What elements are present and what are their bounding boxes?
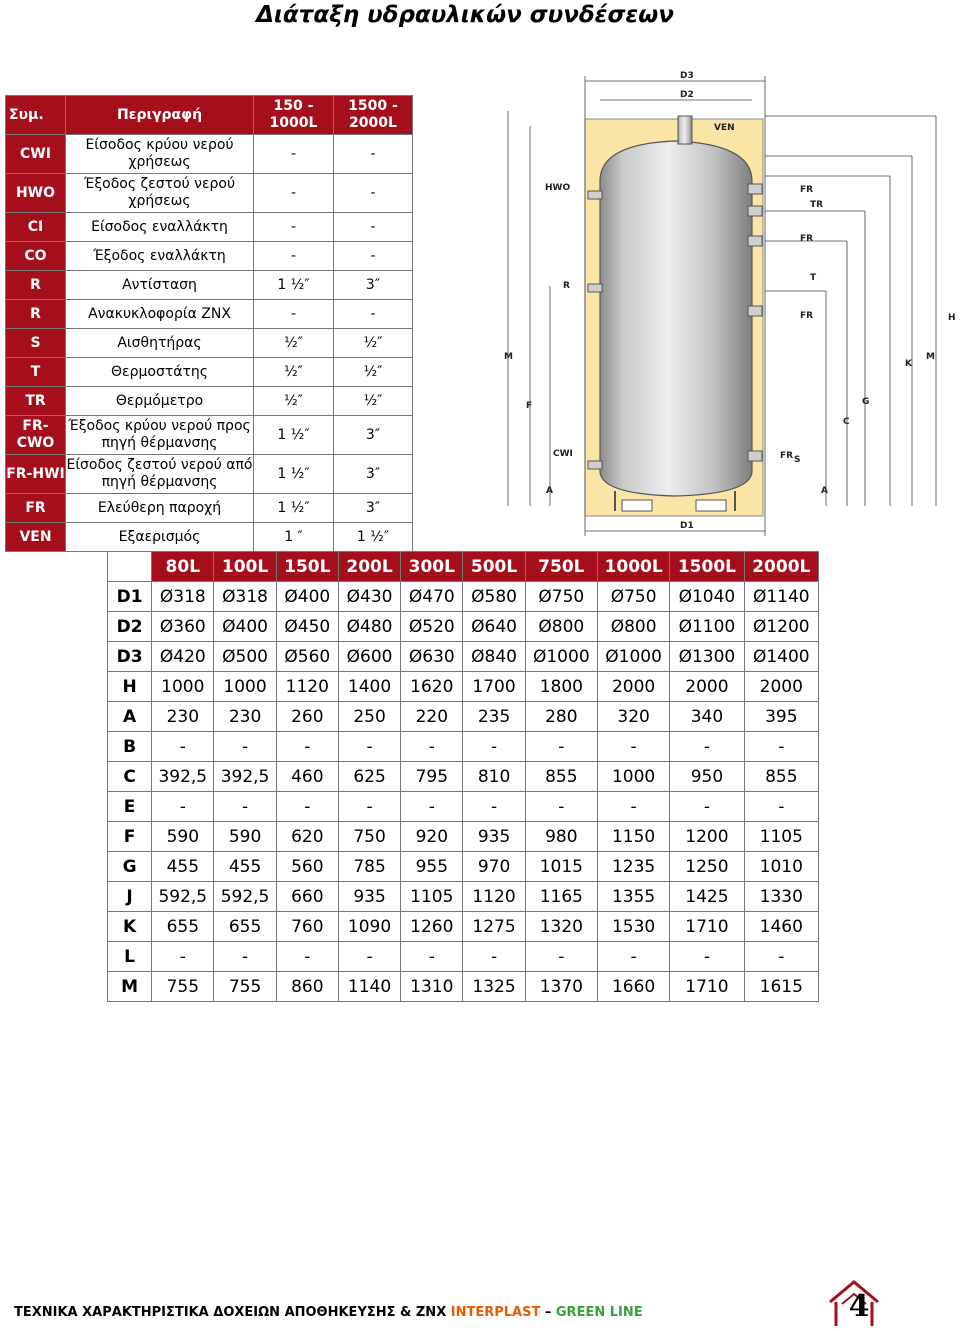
header-description: Περιγραφή — [66, 96, 254, 135]
dimension-value: 1660 — [597, 972, 669, 1002]
label-f: F — [526, 401, 533, 411]
footer-separator: – — [544, 1305, 552, 1320]
connection-size-small: ½″ — [254, 387, 334, 416]
dimension-row — [108, 582, 819, 612]
label-ven: VEN — [714, 123, 735, 133]
dimension-value: 560 — [276, 852, 338, 882]
capacity-column-header: 1000L — [597, 552, 669, 582]
dimension-value: Ø360 — [152, 612, 214, 642]
dimension-value: 280 — [525, 702, 597, 732]
dimension-value: Ø1300 — [670, 642, 744, 672]
dimension-label: D3 — [108, 642, 152, 672]
connection-size-large: - — [334, 213, 413, 242]
dimension-value: 1700 — [463, 672, 525, 702]
dimension-value: Ø640 — [463, 612, 525, 642]
connection-size-large: - — [334, 135, 413, 174]
dimensions-header-row — [108, 552, 819, 582]
dimension-label: M — [108, 972, 152, 1002]
label-fr-s: FR — [780, 451, 794, 461]
dimension-label: L — [108, 942, 152, 972]
connection-size-large: ½″ — [334, 329, 413, 358]
dimension-value: 1235 — [597, 852, 669, 882]
dimension-label: D1 — [108, 582, 152, 612]
dimension-label: F — [108, 822, 152, 852]
label-hwo: HWO — [545, 183, 571, 193]
dimension-value: - — [338, 792, 400, 822]
dimension-value: - — [401, 942, 463, 972]
label-d2: D2 — [680, 90, 694, 100]
dimension-value: 1200 — [670, 822, 744, 852]
dimension-value: 230 — [214, 702, 276, 732]
connection-size-large: - — [334, 242, 413, 271]
dimension-value: 1165 — [525, 882, 597, 912]
label-r: R — [563, 281, 570, 291]
dimension-value: 1530 — [597, 912, 669, 942]
dimension-row — [108, 762, 819, 792]
dimension-value: 230 — [152, 702, 214, 732]
connection-size-large: 1 ½″ — [334, 523, 413, 552]
connection-row — [6, 300, 413, 329]
connection-row — [6, 494, 413, 523]
connection-symbol: FR-CWO — [6, 416, 66, 455]
dimension-value: 2000 — [744, 672, 818, 702]
capacity-column-header: 300L — [401, 552, 463, 582]
dimension-value: Ø1040 — [670, 582, 744, 612]
capacity-column-header: 100L — [214, 552, 276, 582]
label-h: H — [948, 313, 956, 323]
dimension-value: Ø840 — [463, 642, 525, 672]
label-cwi: CWI — [553, 449, 573, 459]
dimension-value: - — [525, 792, 597, 822]
page-title: Διάταξη υδραυλικών συνδέσεων — [256, 2, 674, 28]
label-s: S — [794, 455, 801, 465]
dimension-value: 460 — [276, 762, 338, 792]
dimension-value: 860 — [276, 972, 338, 1002]
dimension-value: 1010 — [744, 852, 818, 882]
dimension-value: 235 — [463, 702, 525, 732]
dimension-value: - — [597, 942, 669, 972]
capacity-column-header: 200L — [338, 552, 400, 582]
dimension-row — [108, 882, 819, 912]
connection-size-small: ½″ — [254, 358, 334, 387]
dimension-value: Ø1000 — [525, 642, 597, 672]
connection-size-small: - — [254, 174, 334, 213]
dimension-value: 1000 — [597, 762, 669, 792]
dimension-value: 1000 — [214, 672, 276, 702]
label-d3: D3 — [680, 71, 694, 81]
footer-brand-interplast: INTERPLAST — [450, 1305, 541, 1320]
dimension-row — [108, 672, 819, 702]
dimension-value: Ø400 — [276, 582, 338, 612]
label-g: G — [862, 397, 870, 407]
dimension-value: - — [744, 732, 818, 762]
dimension-value: 1120 — [276, 672, 338, 702]
connection-symbol: VEN — [6, 523, 66, 552]
connection-row — [6, 213, 413, 242]
connection-size-large: 3″ — [334, 416, 413, 455]
dimension-value: Ø600 — [338, 642, 400, 672]
capacity-column-header: 2000L — [744, 552, 818, 582]
connection-row — [6, 416, 413, 455]
connection-description: Ελεύθερη παροχή — [66, 494, 254, 523]
dimension-value: Ø400 — [214, 612, 276, 642]
connection-size-large: - — [334, 174, 413, 213]
dimension-value: 785 — [338, 852, 400, 882]
dimension-value: 1330 — [744, 882, 818, 912]
dimension-value: Ø420 — [152, 642, 214, 672]
label-k: K — [905, 359, 912, 369]
dimension-value: 935 — [463, 822, 525, 852]
connection-row — [6, 455, 413, 494]
connection-row — [6, 242, 413, 271]
dimension-value: - — [338, 942, 400, 972]
header-col1: 150 - 1000L — [254, 96, 334, 135]
dimensions-body — [108, 582, 819, 1002]
connection-symbol: TR — [6, 387, 66, 416]
dimension-value: 1250 — [670, 852, 744, 882]
header-col2: 1500 - 2000L — [334, 96, 413, 135]
dimension-value: 920 — [401, 822, 463, 852]
dimension-value: 1275 — [463, 912, 525, 942]
dimension-value: 2000 — [670, 672, 744, 702]
dimension-value: - — [401, 792, 463, 822]
dimension-value: 625 — [338, 762, 400, 792]
dimension-value: Ø1140 — [744, 582, 818, 612]
dimension-value: - — [670, 792, 744, 822]
capacity-column-header: 750L — [525, 552, 597, 582]
dimension-value: 620 — [276, 822, 338, 852]
dimension-value: - — [670, 942, 744, 972]
dimensions-corner — [108, 552, 152, 582]
dimension-value: Ø1400 — [744, 642, 818, 672]
dimension-value: 1370 — [525, 972, 597, 1002]
dimension-value: 1320 — [525, 912, 597, 942]
dimension-value: 592,5 — [214, 882, 276, 912]
dimension-value: 750 — [338, 822, 400, 852]
dimension-value: Ø560 — [276, 642, 338, 672]
dimension-value: 795 — [401, 762, 463, 792]
dimension-value: 810 — [463, 762, 525, 792]
dimension-value: 1800 — [525, 672, 597, 702]
label-a-left: A — [546, 486, 553, 496]
connection-symbol: CI — [6, 213, 66, 242]
dimension-value: 950 — [670, 762, 744, 792]
connection-size-small: - — [254, 300, 334, 329]
dimension-value: - — [214, 792, 276, 822]
dimension-value: 1105 — [744, 822, 818, 852]
dimension-value: Ø318 — [214, 582, 276, 612]
capacity-column-header: 80L — [152, 552, 214, 582]
dimension-value: 1310 — [401, 972, 463, 1002]
connection-description: Έξοδος εναλλάκτη — [66, 242, 254, 271]
connections-body — [6, 135, 413, 552]
dimension-value: - — [276, 792, 338, 822]
connection-description: Είσοδος κρύου νερού χρήσεως — [66, 135, 254, 174]
dimension-value: 1620 — [401, 672, 463, 702]
connection-row — [6, 329, 413, 358]
connection-description: Είσοδος εναλλάκτη — [66, 213, 254, 242]
page-number: 4 — [848, 1289, 870, 1324]
dimension-value: - — [525, 732, 597, 762]
dimension-value: - — [463, 792, 525, 822]
label-fr3: FR — [800, 311, 814, 321]
connection-size-small: 1 ½″ — [254, 271, 334, 300]
connection-size-large: 3″ — [334, 271, 413, 300]
dimension-value: - — [152, 942, 214, 972]
capacity-column-header: 1500L — [670, 552, 744, 582]
connection-row — [6, 174, 413, 213]
dimension-value: - — [597, 732, 669, 762]
dimensions-table — [107, 551, 819, 1002]
dimension-value: 455 — [214, 852, 276, 882]
connection-description: Είσοδος ζεστού νερού από πηγή θέρμανσης — [66, 455, 254, 494]
dimension-value: 660 — [276, 882, 338, 912]
dimension-value: 1015 — [525, 852, 597, 882]
dimension-value: 855 — [525, 762, 597, 792]
dimension-value: Ø500 — [214, 642, 276, 672]
dimension-row — [108, 822, 819, 852]
tank-body — [600, 116, 752, 511]
dimension-value: 935 — [338, 882, 400, 912]
dimension-value: 955 — [401, 852, 463, 882]
connection-description: Αντίσταση — [66, 271, 254, 300]
label-t: T — [810, 273, 817, 283]
dimension-value: 1090 — [338, 912, 400, 942]
label-tr: TR — [810, 200, 824, 210]
connection-symbol: CWI — [6, 135, 66, 174]
dimension-value: 1710 — [670, 912, 744, 942]
dimension-value: - — [152, 732, 214, 762]
dimension-value: 590 — [214, 822, 276, 852]
dimension-value: - — [463, 942, 525, 972]
dimension-value: Ø430 — [338, 582, 400, 612]
dimension-value: 970 — [463, 852, 525, 882]
dimension-value: 980 — [525, 822, 597, 852]
dimension-label: A — [108, 702, 152, 732]
dimension-value: Ø750 — [525, 582, 597, 612]
connection-symbol: FR — [6, 494, 66, 523]
connection-size-small: - — [254, 213, 334, 242]
dimension-value: 260 — [276, 702, 338, 732]
dimension-value: 395 — [744, 702, 818, 732]
label-m-right: M — [926, 352, 935, 362]
connection-size-small: 1 ½″ — [254, 455, 334, 494]
connection-row — [6, 358, 413, 387]
connection-size-large: ½″ — [334, 358, 413, 387]
connection-size-small: - — [254, 242, 334, 271]
dimension-value: - — [152, 792, 214, 822]
connection-row — [6, 271, 413, 300]
dimension-value: 1460 — [744, 912, 818, 942]
dimension-value: 250 — [338, 702, 400, 732]
dimension-value: 1400 — [338, 672, 400, 702]
dimension-value: - — [463, 732, 525, 762]
footer — [14, 1305, 643, 1320]
dimension-row — [108, 642, 819, 672]
connection-description: Θερμοστάτης — [66, 358, 254, 387]
connection-description: Έξοδος κρύου νερού προς πηγή θέρμανσης — [66, 416, 254, 455]
dimension-value: 1000 — [152, 672, 214, 702]
dimension-value: - — [525, 942, 597, 972]
capacity-column-header: 150L — [276, 552, 338, 582]
dimension-value: 2000 — [597, 672, 669, 702]
dimension-value: 340 — [670, 702, 744, 732]
connection-size-small: 1 ½″ — [254, 416, 334, 455]
dimension-label: E — [108, 792, 152, 822]
connection-row — [6, 523, 413, 552]
connection-symbol: S — [6, 329, 66, 358]
dimension-value: 1260 — [401, 912, 463, 942]
dimension-value: Ø800 — [597, 612, 669, 642]
label-fr1: FR — [800, 185, 814, 195]
dimension-row — [108, 972, 819, 1002]
connection-size-small: 1 ½″ — [254, 494, 334, 523]
connection-size-small: 1 ″ — [254, 523, 334, 552]
connection-symbol: R — [6, 300, 66, 329]
connection-size-small: ½″ — [254, 329, 334, 358]
dimension-value: 1105 — [401, 882, 463, 912]
connection-row — [6, 387, 413, 416]
label-c: C — [843, 417, 850, 427]
connection-description: Έξοδος ζεστού νερού χρήσεως — [66, 174, 254, 213]
dimension-value: Ø450 — [276, 612, 338, 642]
dimension-row — [108, 612, 819, 642]
dimension-value: 755 — [152, 972, 214, 1002]
dimension-row — [108, 732, 819, 762]
dimension-value: 590 — [152, 822, 214, 852]
connection-size-large: 3″ — [334, 494, 413, 523]
label-m-left: M — [504, 352, 513, 362]
connection-symbol: T — [6, 358, 66, 387]
dimension-value: Ø750 — [597, 582, 669, 612]
dimension-value: 392,5 — [214, 762, 276, 792]
tank-drawing — [490, 66, 960, 546]
dimension-value: 655 — [214, 912, 276, 942]
dimension-value: - — [744, 942, 818, 972]
dimension-label: B — [108, 732, 152, 762]
dimension-value: Ø800 — [525, 612, 597, 642]
dimension-value: Ø318 — [152, 582, 214, 612]
label-a-right: A — [821, 486, 828, 496]
dimension-value: - — [670, 732, 744, 762]
dimension-value: 392,5 — [152, 762, 214, 792]
dimension-value: - — [744, 792, 818, 822]
connection-row — [6, 135, 413, 174]
dimension-row — [108, 852, 819, 882]
dimension-value: 1355 — [597, 882, 669, 912]
dimension-value: 1120 — [463, 882, 525, 912]
connection-symbol: CO — [6, 242, 66, 271]
dimension-row — [108, 792, 819, 822]
dimension-row — [108, 702, 819, 732]
connection-symbol: HWO — [6, 174, 66, 213]
connection-description: Θερμόμετρο — [66, 387, 254, 416]
connection-symbol: FR-HWI — [6, 455, 66, 494]
footer-brand-greenline: GREEN LINE — [555, 1305, 643, 1320]
dimension-row — [108, 912, 819, 942]
dimension-value: - — [276, 942, 338, 972]
connection-size-small: - — [254, 135, 334, 174]
connection-description: Αισθητήρας — [66, 329, 254, 358]
dimension-value: 1140 — [338, 972, 400, 1002]
dimension-value: Ø470 — [401, 582, 463, 612]
dimension-value: Ø1000 — [597, 642, 669, 672]
dimension-row — [108, 942, 819, 972]
connection-symbol: R — [6, 271, 66, 300]
dimension-value: 592,5 — [152, 882, 214, 912]
connection-size-large: - — [334, 300, 413, 329]
dimension-value: 220 — [401, 702, 463, 732]
dimension-value: Ø1200 — [744, 612, 818, 642]
connections-table — [5, 95, 413, 552]
dimension-label: K — [108, 912, 152, 942]
dimension-value: Ø580 — [463, 582, 525, 612]
connection-size-large: ½″ — [334, 387, 413, 416]
connection-description: Ανακυκλοφορία ΖΝΧ — [66, 300, 254, 329]
dimension-value: Ø1100 — [670, 612, 744, 642]
dimension-value: 760 — [276, 912, 338, 942]
dimension-value: 655 — [152, 912, 214, 942]
dimension-value: 1425 — [670, 882, 744, 912]
dimension-value: 1150 — [597, 822, 669, 852]
dimension-value: 1325 — [463, 972, 525, 1002]
dimension-value: 320 — [597, 702, 669, 732]
dimension-value: Ø630 — [401, 642, 463, 672]
dimension-value: 455 — [152, 852, 214, 882]
dimension-value: - — [401, 732, 463, 762]
dimension-label: H — [108, 672, 152, 702]
dimension-value: Ø480 — [338, 612, 400, 642]
dimension-value: - — [276, 732, 338, 762]
dimension-value: 855 — [744, 762, 818, 792]
connection-size-large: 3″ — [334, 455, 413, 494]
dimension-label: J — [108, 882, 152, 912]
dimension-value: 1710 — [670, 972, 744, 1002]
dimension-value: 1615 — [744, 972, 818, 1002]
connection-description: Εξαερισμός — [66, 523, 254, 552]
dimension-value: Ø520 — [401, 612, 463, 642]
dimension-label: G — [108, 852, 152, 882]
dimension-value: - — [214, 942, 276, 972]
label-fr2: FR — [800, 234, 814, 244]
dimension-value: - — [214, 732, 276, 762]
dimension-label: D2 — [108, 612, 152, 642]
dimension-value: 755 — [214, 972, 276, 1002]
capacity-column-header: 500L — [463, 552, 525, 582]
label-d1: D1 — [680, 521, 694, 531]
dimension-label: C — [108, 762, 152, 792]
footer-title: ΤΕΧΝΙΚΑ ΧΑΡΑΚΤΗΡΙΣΤΙΚΑ ΔΟΧΕΙΩΝ ΑΠΟΘΗΚΕΥΣΗΣ & ΖΝΧ — [14, 1305, 447, 1320]
dimension-value: - — [338, 732, 400, 762]
dimension-value: - — [597, 792, 669, 822]
header-symbol: Συμ. — [6, 96, 66, 135]
